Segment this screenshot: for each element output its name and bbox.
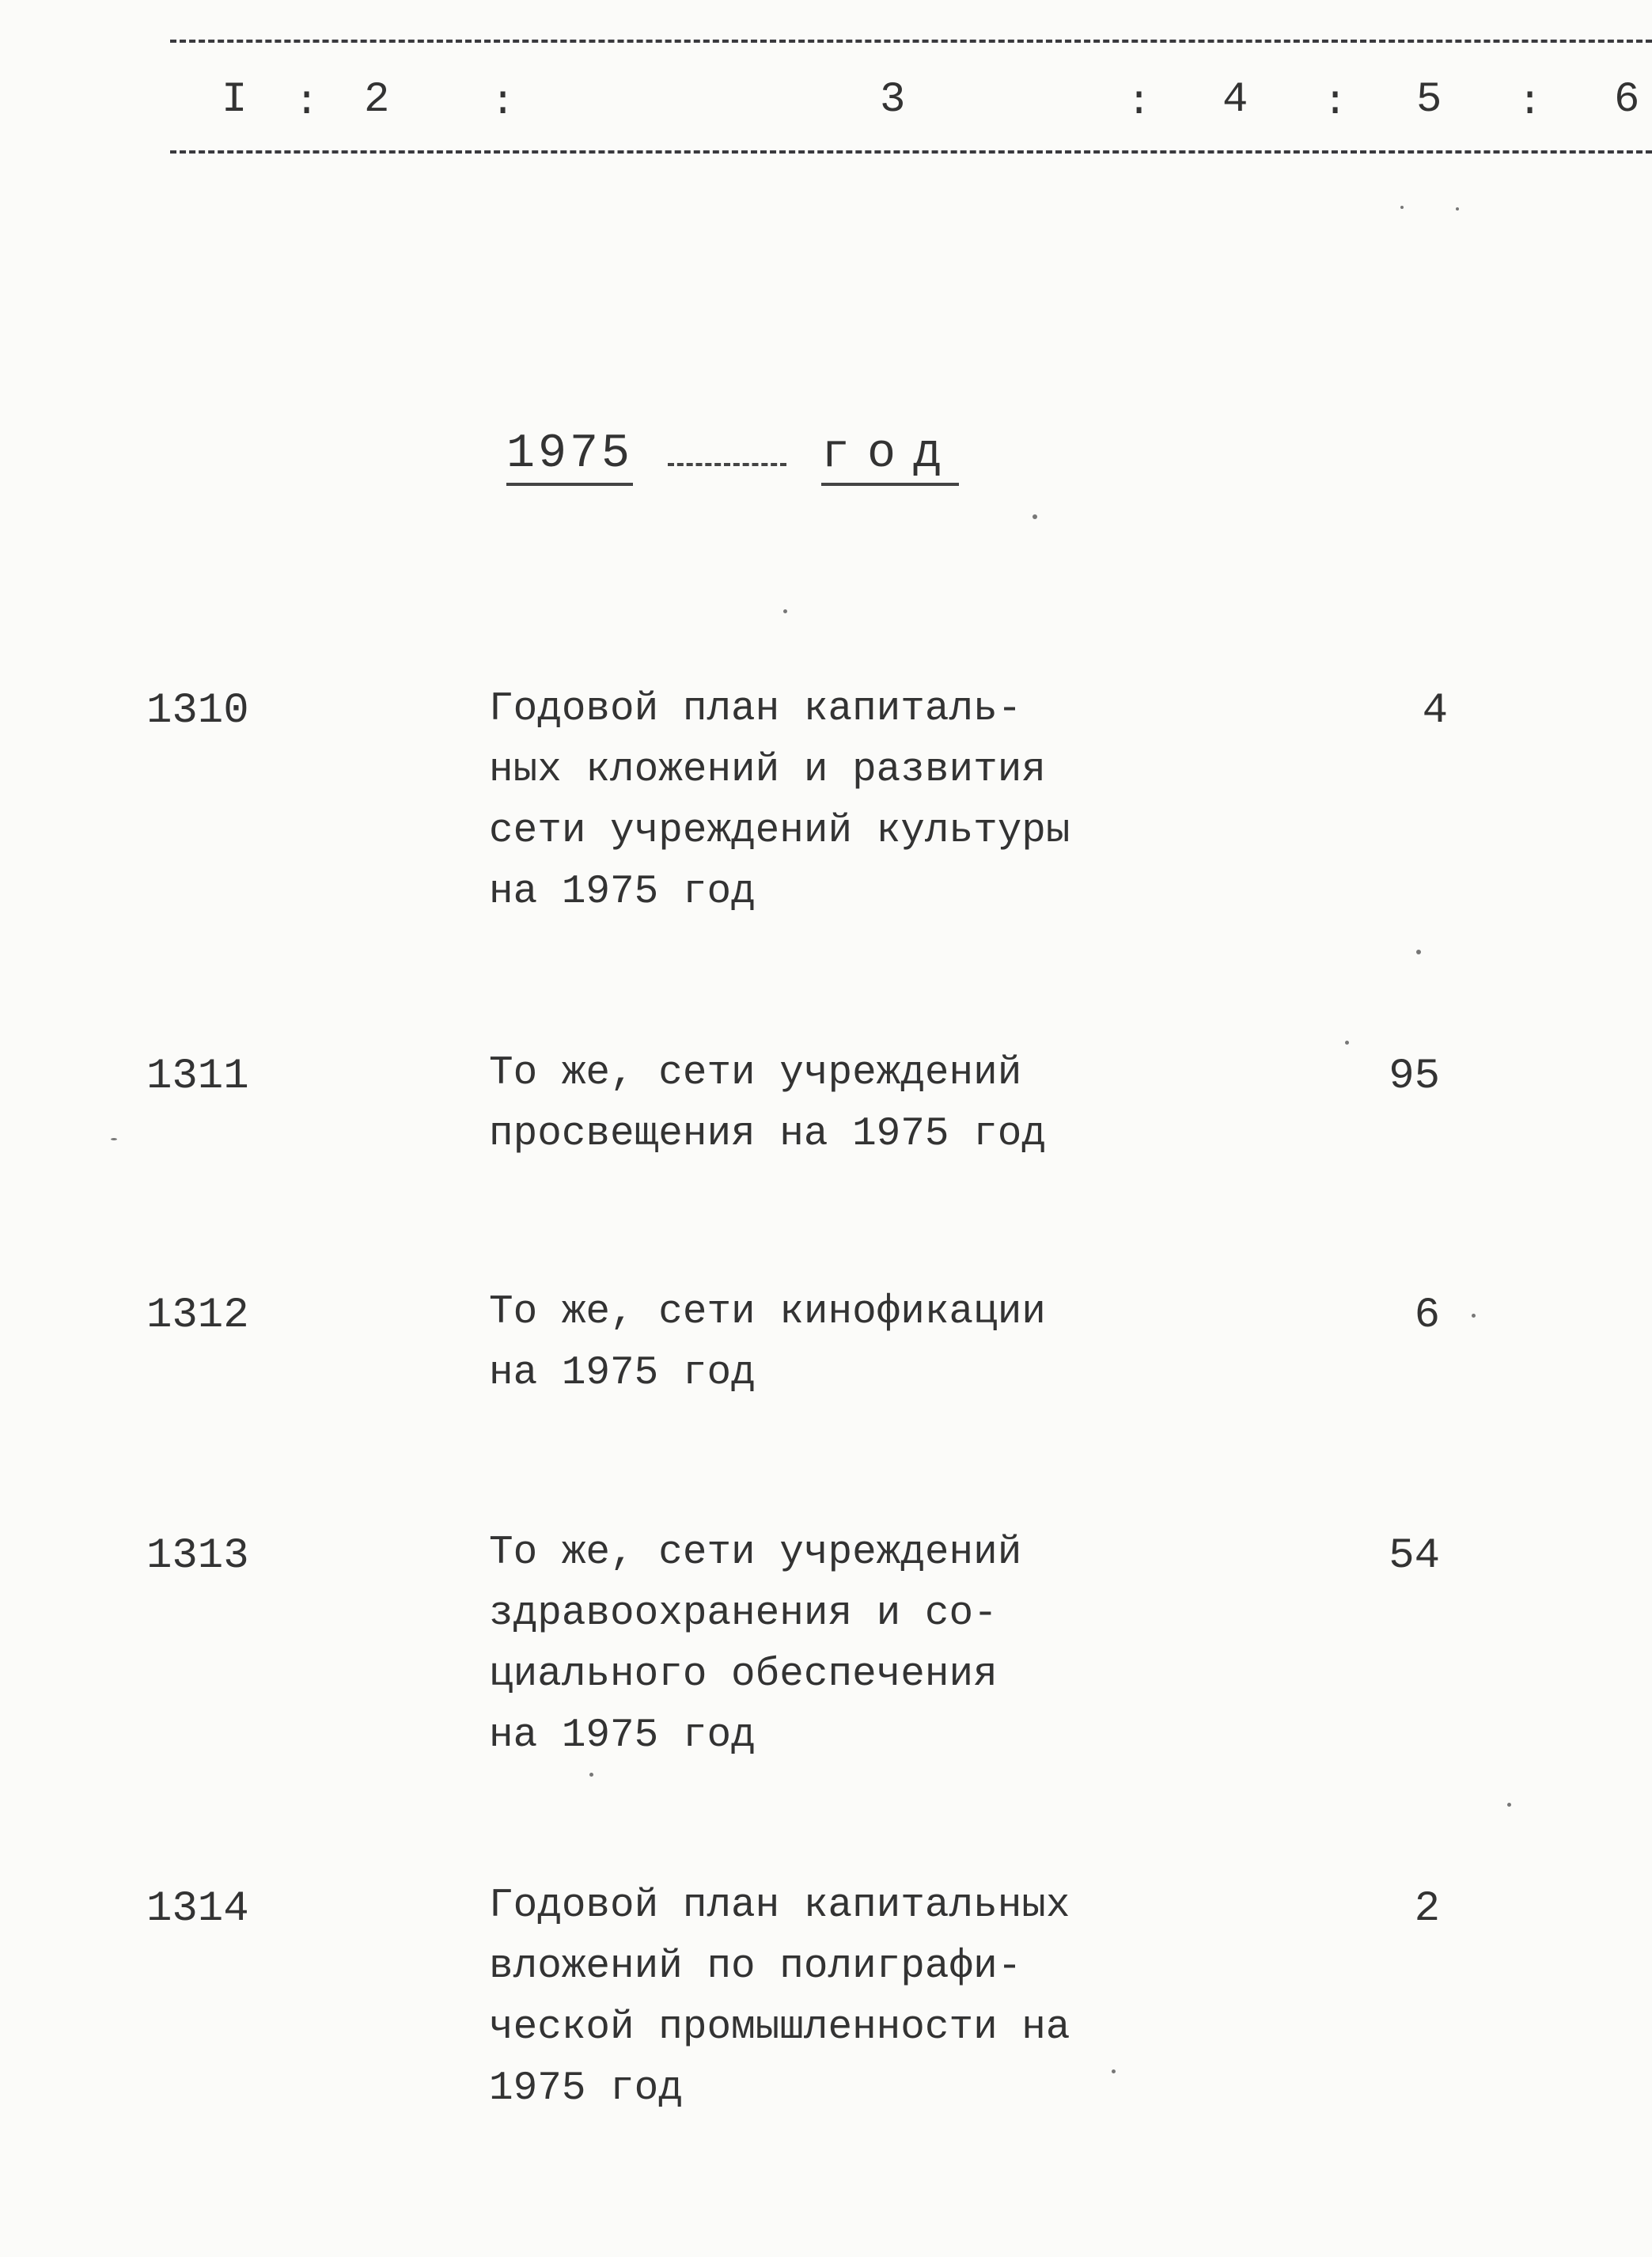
entry-number: 1314 — [146, 1885, 249, 1933]
column-header-3: 3 — [880, 76, 906, 124]
entry-count: 54 — [1389, 1532, 1440, 1580]
column-separator: : — [1323, 79, 1348, 126]
entry-description: То же, сети кинофикации на 1975 год — [489, 1290, 1046, 1396]
entry-number: 1310 — [146, 687, 249, 735]
entry-description: То же, сети учреждений просвещения на 1975 год — [489, 1051, 1046, 1157]
entry-description: То же, сети учреждений здравоохранения и со- циального обеспечения на 1975 год — [489, 1531, 1022, 1758]
entry-count: 6 — [1414, 1292, 1440, 1340]
scan-speck — [783, 609, 787, 613]
scan-speck — [1112, 2069, 1116, 2073]
scan-speck — [1416, 950, 1421, 954]
column-header-1: I — [222, 76, 248, 124]
column-header-2: 2 — [364, 76, 390, 124]
column-separator: : — [294, 79, 320, 126]
entry-count: 2 — [1414, 1885, 1440, 1933]
column-separator: : — [1517, 79, 1543, 126]
scan-speck — [1032, 514, 1037, 519]
column-separator: : — [491, 79, 516, 126]
entry-description: Годовой план капитальных вложений по полиграфи- ческой промышленности на 1975 год — [489, 1883, 1070, 2111]
scan-speck — [111, 1138, 117, 1140]
column-separator: : — [1127, 79, 1152, 126]
entry-number: 1311 — [146, 1053, 249, 1101]
entry-number: 1312 — [146, 1292, 249, 1340]
entry-count: 4 — [1422, 687, 1448, 735]
scan-speck — [1400, 206, 1404, 209]
section-year-word: год — [821, 427, 959, 486]
header-bottom-rule — [170, 150, 1652, 154]
year-section-heading — [506, 427, 959, 486]
scan-speck — [1472, 1314, 1476, 1318]
entry-description: Годовой план капиталь- ных кложений и развития сети учреждений культуры на 1975 год — [489, 687, 1070, 915]
header-top-rule — [170, 40, 1652, 43]
scan-speck — [1456, 207, 1459, 211]
scan-speck — [589, 1773, 593, 1777]
column-header-6: 6 — [1614, 76, 1640, 124]
scan-speck — [1507, 1803, 1511, 1807]
heading-dashes — [668, 463, 786, 466]
section-year: 1975 — [506, 427, 633, 486]
column-header-4: 4 — [1222, 76, 1248, 124]
column-header-5: 5 — [1416, 76, 1442, 124]
entry-number: 1313 — [146, 1532, 249, 1580]
entry-count: 95 — [1389, 1053, 1440, 1101]
scan-speck — [1345, 1041, 1349, 1045]
